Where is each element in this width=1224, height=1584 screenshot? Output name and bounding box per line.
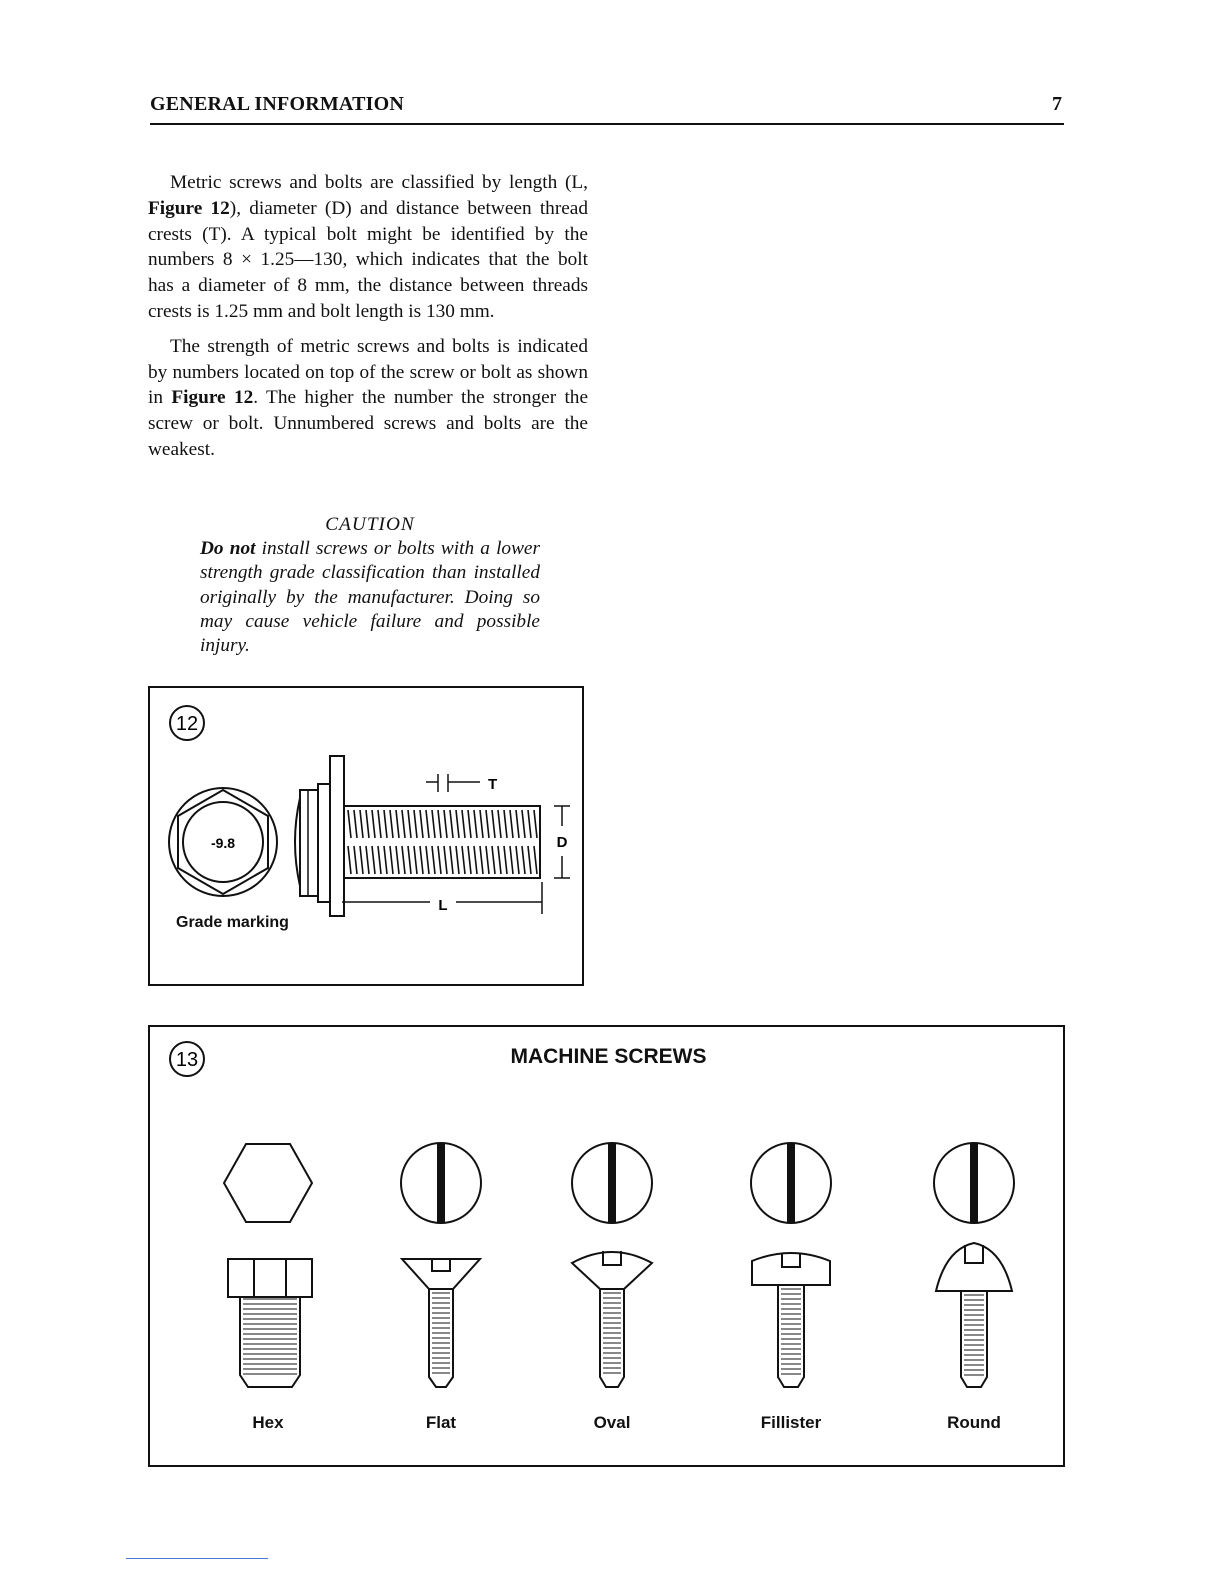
paragraph: Metric screws and bolts are classified by length (L, Figure 12), diameter (D) and distance between thread crests (T). A typical bolt might be identified by the numbers 8 × 1.25—130, which indicates that the bolt has a diameter of 8 mm, the distance between threads crests is 1.25 mm and bolt length is 130 mm.	[148, 172, 588, 322]
figure-12	[148, 686, 584, 986]
figure-number: 12	[175, 713, 199, 735]
bolt-threads	[344, 806, 540, 878]
dimension-l-label: L	[438, 897, 448, 914]
label-fillister: Fillister	[760, 1413, 822, 1432]
page-header	[150, 93, 1064, 125]
figure-13-title: MACHINE SCREWS	[510, 1045, 707, 1068]
grade-marking-label: Grade marking	[176, 914, 289, 931]
machine-screws-diagram	[150, 1027, 1067, 1469]
figure-13	[148, 1025, 1065, 1467]
section-title: GENERAL INFORMATION	[150, 93, 405, 115]
label-hex: Hex	[252, 1413, 284, 1432]
page-number: 7	[1052, 93, 1062, 115]
screw-threads	[243, 1289, 984, 1375]
caution-title: CAUTION	[325, 514, 415, 535]
figure-number: 13	[175, 1049, 199, 1071]
caution-body: Do not install screws or bolts with a lower strength grade classification than installed originally by the manufacturer. Doing so may cause vehicle failure and possible injury.	[200, 538, 540, 657]
grade-value: -9.8	[210, 835, 236, 851]
footer-rule	[126, 1558, 268, 1559]
bolt-flange-side	[300, 790, 318, 896]
paragraph: The strength of metric screws and bolts is indicated by numbers located on top of the screw or bolt as shown in Figure 12. The higher the number the stronger the screw or bolt. Unnumbered screws and bolts are the weakest.	[148, 335, 589, 460]
dimension-d-label: D	[556, 834, 568, 851]
fillister-screw	[751, 1143, 831, 1387]
bolt-washer-side	[330, 756, 344, 916]
label-round: Round	[947, 1413, 1001, 1432]
left-column	[148, 170, 588, 472]
bolt-diagram	[150, 688, 586, 988]
label-flat: Flat	[425, 1413, 457, 1432]
caution-box	[200, 513, 540, 658]
flat-screw	[401, 1143, 481, 1387]
oval-screw	[572, 1143, 652, 1387]
label-oval: Oval	[593, 1413, 631, 1432]
dimension-t-label: T	[488, 776, 498, 793]
hex-screw	[224, 1144, 312, 1387]
